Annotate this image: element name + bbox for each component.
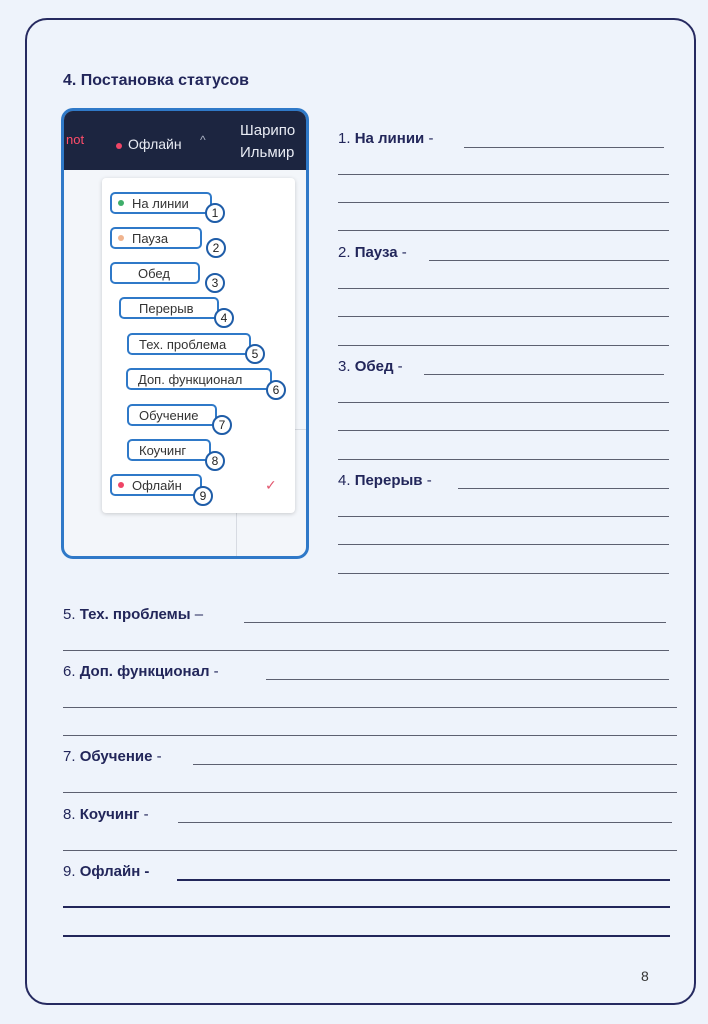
- answer-line[interactable]: [338, 430, 669, 431]
- number-badge: 3: [205, 273, 225, 293]
- status-option-coaching[interactable]: [127, 439, 211, 461]
- status-option-label: Тех. проблема: [139, 336, 227, 352]
- number-badge: 6: [266, 380, 286, 400]
- answer-line[interactable]: [338, 402, 669, 403]
- status-option-offline[interactable]: [110, 474, 202, 496]
- status-option-label: Доп. функционал: [138, 371, 243, 387]
- question-4: 4. Перерыв -: [338, 472, 432, 489]
- question-3: 3. Обед -: [338, 358, 403, 375]
- status-option-label: Обучение: [139, 407, 199, 423]
- peach-dot-icon: [118, 235, 124, 241]
- status-option-extra-functional[interactable]: [126, 368, 272, 390]
- status-option-training[interactable]: [127, 404, 217, 426]
- answer-line[interactable]: [338, 174, 669, 175]
- status-option-break[interactable]: [119, 297, 219, 319]
- status-dropdown-menu: [102, 178, 295, 513]
- user-name-line1: Шарипо: [240, 122, 296, 139]
- answer-line[interactable]: [338, 573, 669, 574]
- screenshot-topbar: [64, 111, 306, 170]
- grid-divider: [294, 429, 309, 430]
- number-badge: 9: [193, 486, 213, 506]
- status-option-on-line[interactable]: [110, 192, 212, 214]
- answer-line[interactable]: [338, 288, 669, 289]
- status-option-label: Коучинг: [139, 442, 187, 458]
- answer-line[interactable]: [338, 516, 669, 517]
- offline-status-dot: [116, 143, 122, 149]
- answer-line[interactable]: [63, 935, 670, 937]
- check-icon: ✓: [265, 477, 277, 493]
- answer-line[interactable]: [338, 316, 669, 317]
- status-option-label: На линии: [132, 195, 189, 211]
- question-5: 5. Тех. проблемы –: [63, 606, 204, 623]
- status-option-label: Пауза: [132, 230, 169, 246]
- answer-line[interactable]: [177, 879, 670, 881]
- answer-line[interactable]: [424, 374, 664, 375]
- answer-line[interactable]: [458, 488, 669, 489]
- answer-line[interactable]: [63, 906, 670, 908]
- answer-line[interactable]: [63, 735, 677, 736]
- chevron-up-icon[interactable]: ^: [200, 133, 206, 147]
- answer-line[interactable]: [338, 544, 669, 545]
- answer-line[interactable]: [338, 202, 669, 203]
- answer-line[interactable]: [266, 679, 669, 680]
- number-badge: 7: [212, 415, 232, 435]
- status-option-pause[interactable]: [110, 227, 202, 249]
- user-name-line2: Ильмир: [240, 144, 295, 161]
- topbar-not-text: not: [66, 132, 85, 147]
- red-dot-icon: [118, 482, 124, 488]
- answer-line[interactable]: [464, 147, 664, 148]
- current-status-label[interactable]: Офлайн: [128, 136, 182, 152]
- number-badge: 5: [245, 344, 265, 364]
- number-badge: 8: [205, 451, 225, 471]
- green-dot-icon: [118, 200, 124, 206]
- answer-line[interactable]: [338, 345, 669, 346]
- answer-line[interactable]: [338, 230, 669, 231]
- question-2: 2. Пауза -: [338, 244, 407, 261]
- answer-line[interactable]: [63, 850, 677, 851]
- number-badge: 1: [205, 203, 225, 223]
- number-badge: 4: [214, 308, 234, 328]
- status-option-lunch[interactable]: [110, 262, 200, 284]
- answer-line[interactable]: [429, 260, 669, 261]
- question-8: 8. Коучинг -: [63, 806, 149, 823]
- status-screenshot: [61, 108, 309, 559]
- answer-line[interactable]: [63, 707, 677, 708]
- status-option-tech-problem[interactable]: [127, 333, 251, 355]
- status-option-label: Офлайн: [132, 477, 182, 493]
- status-option-label: Обед: [138, 265, 170, 281]
- answer-line[interactable]: [178, 822, 672, 823]
- answer-line[interactable]: [63, 650, 669, 651]
- page-heading: 4. Постановка статусов: [63, 72, 249, 89]
- page-number: 8: [641, 968, 649, 984]
- status-option-label: Перерыв: [139, 300, 194, 316]
- question-7: 7. Обучение -: [63, 748, 162, 765]
- question-1: 1. На линии -: [338, 130, 434, 147]
- question-6: 6. Доп. функционал -: [63, 663, 219, 680]
- number-badge: 2: [206, 238, 226, 258]
- answer-line[interactable]: [244, 622, 666, 623]
- answer-line[interactable]: [338, 459, 669, 460]
- question-9: 9. Офлайн -: [63, 863, 150, 880]
- answer-line[interactable]: [63, 792, 677, 793]
- answer-line[interactable]: [193, 764, 677, 765]
